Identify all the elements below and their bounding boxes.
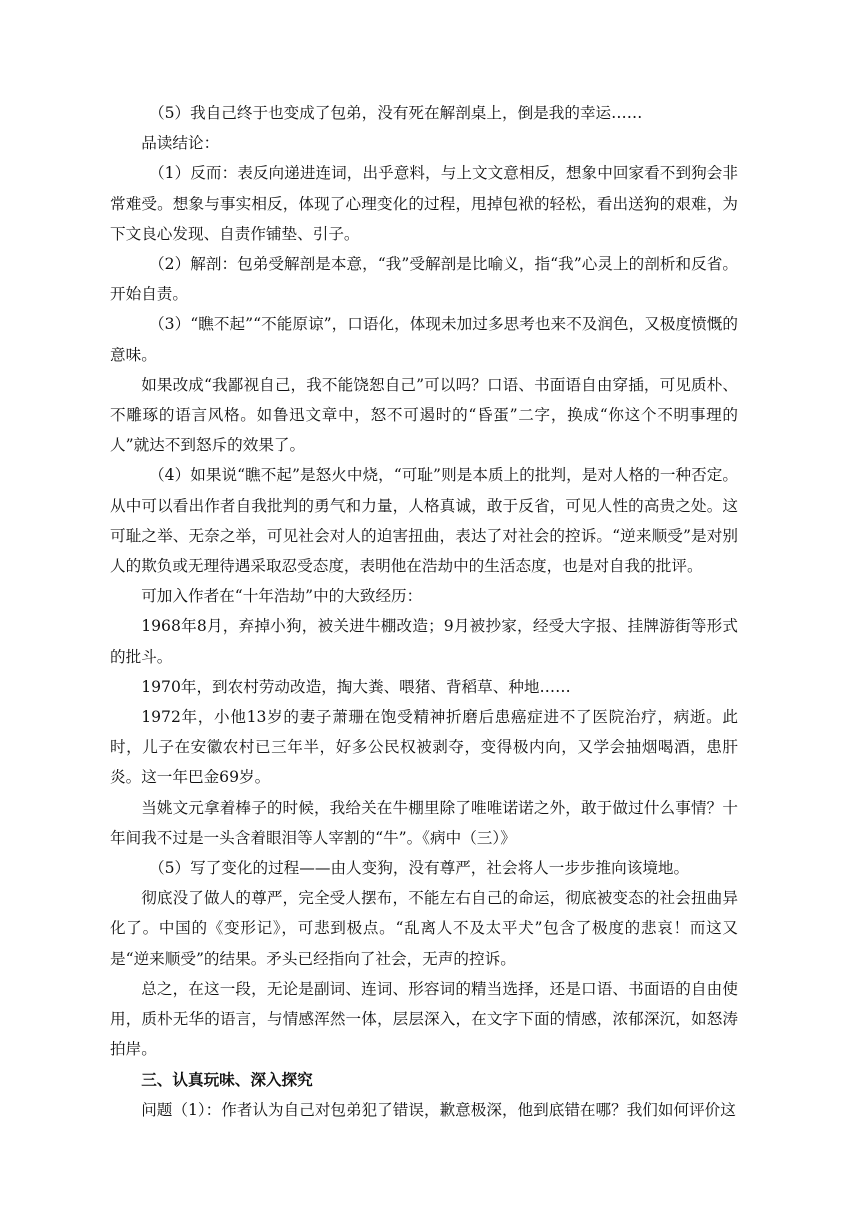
paragraph: 彻底没了做人的尊严，完全受人摆布，不能左右自己的命运，彻底被变态的社会扭曲异化了。中国的《变形记》，可悲到极点。“乱离人不及太平犬”包含了极度的悲哀！而这又是“逆来顺受”的结果。矛头已经指向了社会，无声的控诉。 xyxy=(110,889,738,968)
paragraph: （5）写了变化的过程——由人变狗，没有尊严，社会将人一步步推向该境地。 xyxy=(149,859,690,878)
paragraph: 可加入作者在“十年浩劫”中的大致经历： xyxy=(141,587,423,606)
paragraph: （3）“瞧不起”“不能原谅”，口语化，体现未加过多思考也来不及润色，又极度愤慨的意味。 xyxy=(110,315,738,364)
paragraph: 当姚文元拿着棒子的时候，我给关在牛棚里除了唯唯诺诺之外，敢于做过什么事情？十年间我不过是一头含着眼泪等人宰割的“牛”。《病中（三）》 xyxy=(110,798,738,847)
paragraph: 总之，在这一段，无论是副词、连词、形容词的精当选择，还是口语、书面语的自由使用，质朴无华的语言，与情感浑然一体，层层深入，在文字下面的情感，浓郁深沉，如怒涛拍岸。 xyxy=(110,979,738,1059)
paragraph: 1970年，到农村劳动改造，掏大粪、喂猪、背稻草、种地…… xyxy=(141,677,571,696)
paragraph: （2）解剖：包弟受解剖是本意，“我”受解剖是比喻义，指“我”心灵上的剖析和反省。开始自责。 xyxy=(110,255,738,304)
paragraph: 1972年，小他13岁的妻子萧珊在饱受精神折磨后患癌症进不了医院治疗，病逝。此时，儿子在安徽农村已三年半，好多公民权被剥夺，变得极内向，又学会抽烟喝酒，患肝炎。这一年巴金69岁。 xyxy=(110,708,738,787)
paragraph: 品读结论： xyxy=(141,134,220,153)
paragraph: （4）如果说“瞧不起”是怒火中烧，“可耻”则是本质上的批判，是对人格的一种否定。从中可以看出作者自我批判的勇气和力量，人格真诚，敢于反省，可见人性的高贵之处。这可耻之举、无奈之举，可见社会对人的迫害扭曲，表达了对社会的控诉。“逆来顺受”是对别人的欺负或无理待遇采取忍受态度，表明他在浩劫中的生活态度，也是对自我的批评。 xyxy=(110,466,738,576)
paragraph: 问题（1）：作者认为自己对包弟犯了错误，歉意极深，他到底错在哪？我们如何评价这 xyxy=(141,1100,736,1119)
document-page xyxy=(110,98,738,1125)
paragraph: （1）反而：表反向递进连词，出乎意料，与上文文意相反，想象中回家看不到狗会非常难受。想象与事实相反，体现了心理变化的过程，甩掉包袱的轻松，看出送狗的艰难，为下文良心发现、自责作铺垫、引子。 xyxy=(110,164,738,243)
paragraph: 如果改成“我鄙视自己，我不能饶恕自己”可以吗？口语、书面语自由穿插，可见质朴、不雕琢的语言风格。如鲁迅文章中，怒不可遏时的“昏蛋”二字，换成“你这个不明事理的人”就达不到怒斥的效果了。 xyxy=(110,375,738,455)
paragraph: 1968年8月，弃掉小狗，被关进牛棚改造；9月被抄家，经受大字报、挂牌游街等形式的批斗。 xyxy=(110,617,738,666)
section-heading: 三、认真玩味、深入探究 xyxy=(141,1070,313,1089)
paragraph: （5）我自己终于也变成了包弟，没有死在解剖桌上，倒是我的幸运…… xyxy=(149,104,643,122)
